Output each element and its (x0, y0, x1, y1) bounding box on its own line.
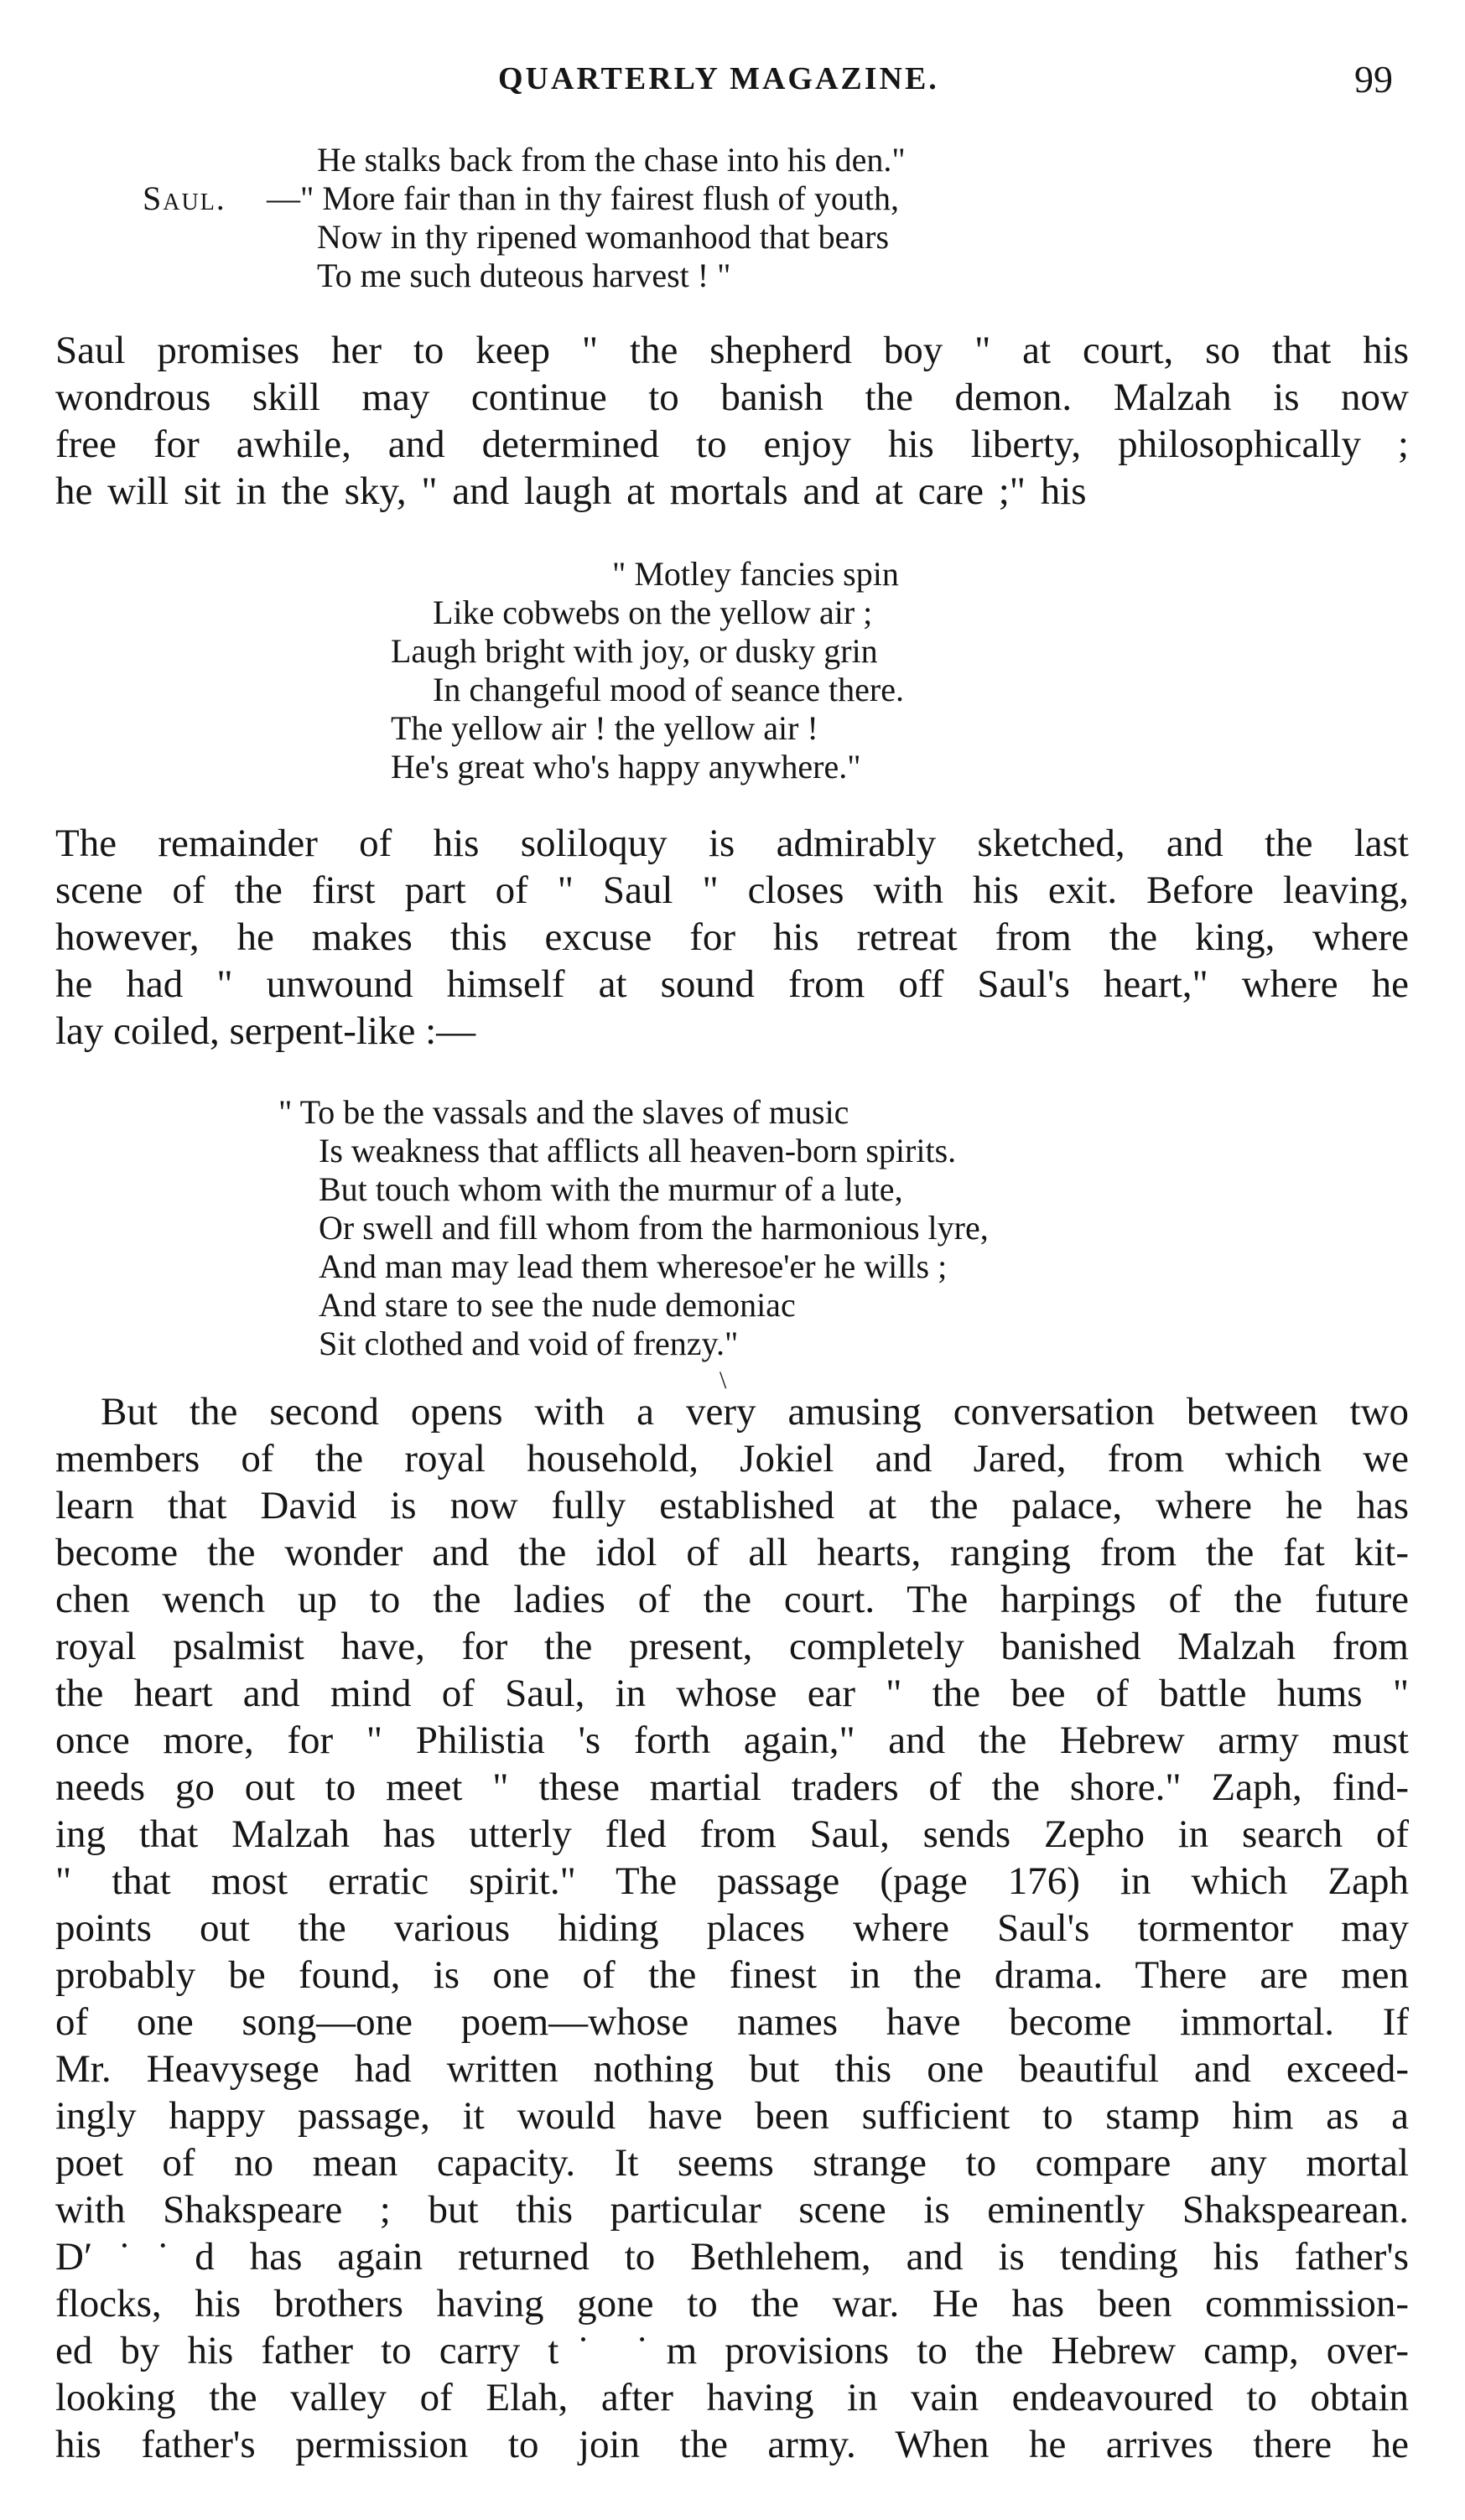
text-line: poet of no mean capacity. It seems strange to compare any mortal (55, 2141, 1409, 2185)
text-line: royal psalmist have, for the present, completely banished Malzah from (55, 1625, 1409, 1668)
verse-line: In changeful mood of seance there. (433, 671, 904, 708)
text-line: Saul promises her to keep " the shepherd boy " at court, so that his (55, 329, 1409, 372)
text-line: once more, for " Philistia 's forth again," and the Hebrew army must (55, 1719, 1409, 1762)
paragraph-3 (55, 1388, 1409, 2468)
text-line: points out the various hiding places where Saul's tormentor may (55, 1906, 1409, 1950)
verse-line: Like cobwebs on the yellow air ; (433, 594, 873, 631)
text-line: chen wench up to the ladies of the court. The harpings of the future (55, 1578, 1409, 1621)
text-line: " that most erratic spirit." The passage (page 176) in which Zaph (55, 1859, 1409, 1903)
text-line: the heart and mind of Saul, in whose ear " the bee of battle hums " (55, 1672, 1409, 1715)
text-line: scene of the first part of " Saul " closes with his exit. Before leaving, (55, 869, 1409, 912)
verse-line: The yellow air ! the yellow air ! (391, 709, 818, 747)
verse-line: —" More fair than in thy fairest flush of youth, (267, 179, 899, 217)
paragraph-1 (55, 327, 1409, 515)
verse-line: He's great who's happy anywhere." (391, 748, 861, 786)
page-number: 99 (1354, 58, 1393, 101)
text-line: probably be found, is one of the finest in the drama. There are men (55, 1953, 1409, 1997)
text-line: The remainder of his soliloquy is admirably sketched, and the last (55, 822, 1409, 865)
text-line: looking the valley of Elah, after having in vain endeavoured to obtain (55, 2376, 1409, 2419)
verse-line: Or swell and fill whom from the harmonious lyre, (319, 1209, 989, 1247)
text-line: needs go out to meet " these martial traders of the shore." Zaph, find- (55, 1766, 1409, 1809)
text-line: D′˙˙d has again returned to Bethlehem, and is tending his father's (55, 2235, 1409, 2279)
text-line: learn that David is now fully established at the palace, where he has (55, 1484, 1409, 1527)
verse-line: But touch whom with the murmur of a lute, (319, 1170, 903, 1208)
running-header (0, 57, 1465, 107)
running-title: QUARTERLY MAGAZINE. (498, 61, 939, 96)
text-line: Mr. Heavysege had written nothing but this one beautiful and exceed- (55, 2047, 1409, 2091)
text-line: ingly happy passage, it would have been sufficient to stamp him as a (55, 2094, 1409, 2138)
text-line: with Shakspeare ; but this particular scene is eminently Shakspearean. (55, 2188, 1409, 2232)
verse-line: He stalks back from the chase into his den." (317, 141, 906, 179)
verse-line: Sit clothed and void of frenzy." (319, 1325, 739, 1362)
text-line: ing that Malzah has utterly fled from Saul, sends Zepho in search of (55, 1812, 1409, 1856)
text-line: free for awhile, and determined to enjoy his liberty, philosophically ; (55, 423, 1409, 466)
verse-line: Laugh bright with joy, or dusky grin (391, 632, 878, 670)
text-line: his father's permission to join the army. When he arrives there he (55, 2423, 1409, 2466)
verse-line: Now in thy ripened womanhood that bears (317, 218, 890, 256)
verse-line: To me such duteous harvest ! " (317, 257, 731, 294)
paragraph-2 (55, 820, 1409, 1055)
text-line: wondrous skill may continue to banish the demon. Malzah is now (55, 376, 1409, 419)
verse-line: " To be the vassals and the slaves of music (278, 1093, 849, 1131)
text-line: he had " unwound himself at sound from off Saul's heart," where he (55, 962, 1409, 1006)
text-line: however, he makes this excuse for his retreat from the king, where (55, 915, 1409, 959)
text-line: lay coiled, serpent-like :— (55, 1009, 476, 1053)
text-line: become the wonder and the idol of all hearts, ranging from the fat kit- (55, 1531, 1409, 1574)
text-line: he will sit in the sky, " and laugh at mortals and at care ;" his (55, 469, 1087, 513)
verse-line: " Motley fancies spin (612, 555, 899, 593)
verse-line: Is weakness that afflicts all heaven-born spirits. (319, 1132, 957, 1169)
text-line: ed by his father to carry t˙ ˙m provisions to the Hebrew camp, over- (55, 2329, 1409, 2372)
verse-line: And man may lead them wheresoe'er he wills ; (319, 1247, 948, 1285)
speaker-label: Saul. (143, 179, 226, 217)
text-line: of one song—one poem—whose names have become immortal. If (55, 2000, 1409, 2044)
text-line: But the second opens with a very amusing conversation between two (101, 1390, 1409, 1434)
verse-line: And stare to see the nude demoniac (319, 1286, 796, 1324)
stray-print-mark: \ (720, 1366, 727, 1394)
text-line: flocks, his brothers having gone to the war. He has been commission- (55, 2282, 1409, 2326)
text-line: members of the royal household, Jokiel and Jared, from which we (55, 1437, 1409, 1480)
